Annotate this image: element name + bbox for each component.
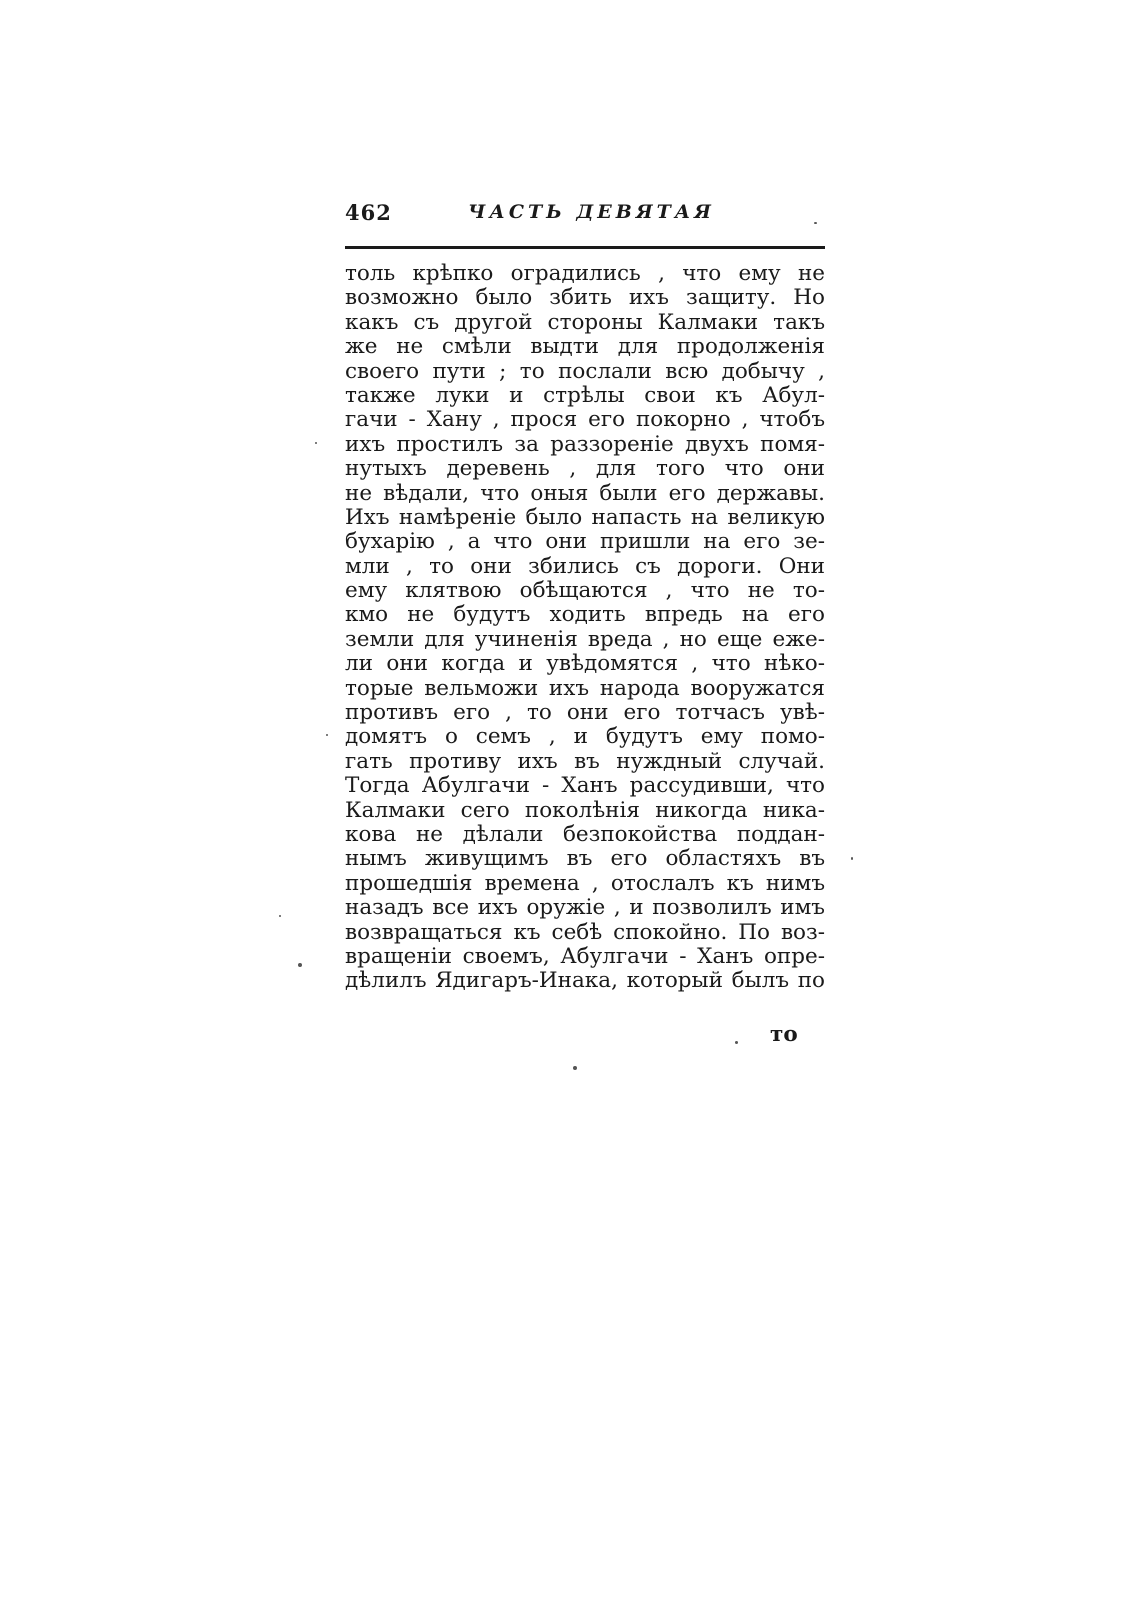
text-line: кмо не будутъ ходить впредь на его: [345, 603, 825, 628]
scan-speck: [298, 963, 302, 967]
text-line: нутыхъ деревень , для того что они: [345, 457, 825, 482]
scan-speck: [279, 915, 281, 917]
text-line: противъ его , то они его тотчасъ увѣ-: [345, 701, 825, 726]
text-line: гать противу ихъ въ нуждный случай.: [345, 749, 825, 774]
text-line: возможно было збить ихъ защиту. Но: [345, 286, 825, 311]
text-line: ему клятвою обѣщаются , что не то-: [345, 579, 825, 604]
text-line: вращеніи своемъ, Абулгачи - Ханъ опре-: [345, 944, 825, 969]
text-line: нымъ живущимъ въ его областяхъ въ: [345, 847, 825, 872]
running-title: ЧАСТЬ ДЕВЯТАЯ: [468, 201, 715, 223]
text-line: домятъ о семъ , и будутъ ему помо-: [345, 725, 825, 750]
text-line: ли они когда и увѣдомятся , что нѣко-: [345, 652, 825, 677]
text-line: Тогда Абулгачи - Ханъ рассудивши, что: [345, 774, 825, 799]
scan-speck: [735, 1041, 738, 1044]
header-rule: [345, 246, 825, 249]
text-line: ихъ простилъ за раззореніе двухъ помя-: [345, 432, 825, 457]
catchword: то: [770, 1022, 798, 1047]
text-line: дѣлилъ Ядигаръ-Инака, который былъ по: [345, 969, 825, 994]
text-line: также луки и стрѣлы свои къ Абул-: [345, 383, 825, 408]
scan-speck: [814, 222, 817, 224]
text-line: кова не дѣлали безпокойства поддан-: [345, 822, 825, 847]
text-line: гачи - Хану , прося его покорно , чтобъ: [345, 408, 825, 433]
running-head: [345, 200, 825, 230]
text-line: прошедшія времена , отослалъ къ нимъ: [345, 871, 825, 896]
text-line: торые вельможи ихъ народа вооружатся: [345, 676, 825, 701]
text-line: Калмаки сего поколѣнія никогда ника-: [345, 798, 825, 823]
text-line: земли для учиненія вреда , но еще ежe-: [345, 627, 825, 652]
page-number: 462: [345, 200, 392, 225]
text-line: назадъ все ихъ оружіе , и позволилъ имъ: [345, 896, 825, 921]
scan-speck: [326, 734, 328, 736]
scan-speck: [573, 1066, 577, 1070]
text-line: возвращаться къ себѣ спокойно. По воз-: [345, 920, 825, 945]
text-line: какъ съ другой стороны Калмаки такъ: [345, 310, 825, 335]
text-line: своего пути ; то послали всю добычу ,: [345, 359, 825, 384]
scan-speck: [315, 442, 317, 444]
text-line: мли , то они збились съ дороги. Они: [345, 554, 825, 579]
text-line: бухарію , а что они пришли на его зе-: [345, 530, 825, 555]
text-line: Ихъ намѣреніе было напасть на великую: [345, 505, 825, 530]
text-line: не вѣдали, что оныя были его державы.: [345, 481, 825, 506]
text-line: же не смѣли выдти для продолженія: [345, 335, 825, 360]
body-text: [345, 262, 825, 994]
text-line: толь крѣпко оградились , что ему не: [345, 262, 825, 286]
scan-speck: [851, 857, 853, 860]
